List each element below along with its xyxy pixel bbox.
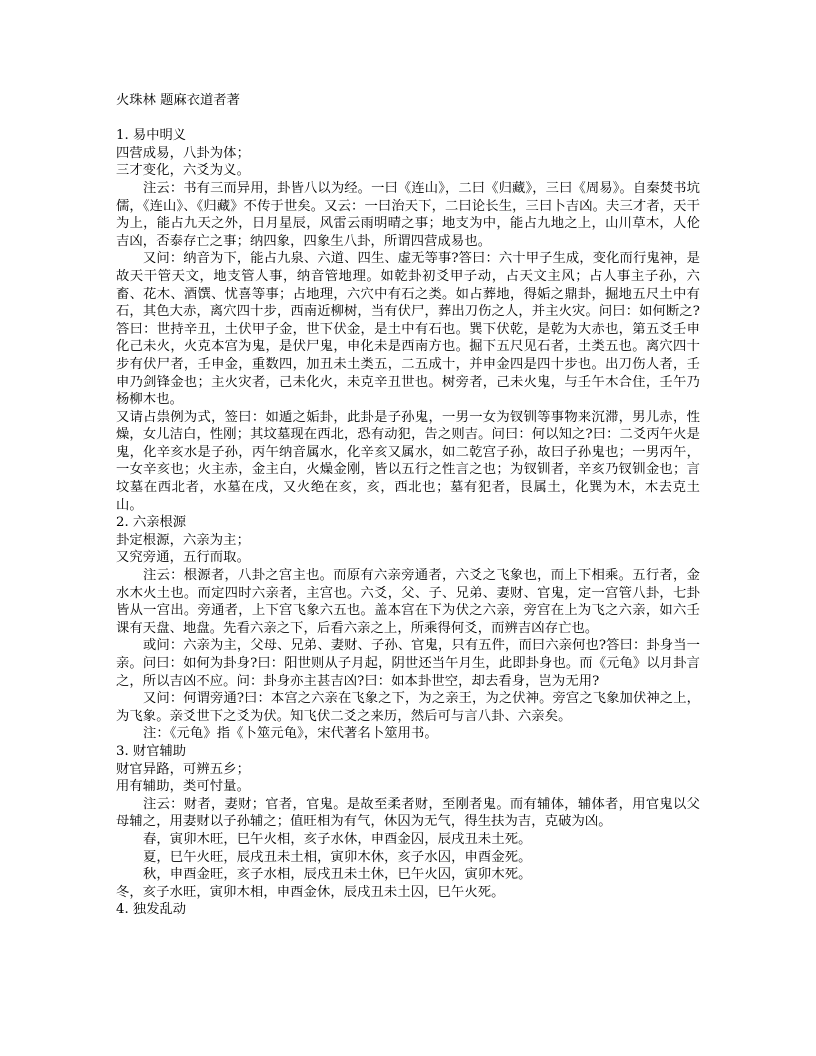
section-heading (116, 127, 700, 145)
body-paragraph: 又请占祟例为式，签曰：如遁之姤卦，此卦是子孙鬼，一男一女为钗钏等事物来沉滞，男儿赤，性燥，女儿洁白，性刚；其坟墓现在西北，恐有动犯，告之则吉。问曰：何以知之?曰：二爻丙午火是鬼，化辛亥水是子孙，丙午纳音属水，化辛亥又属水，如二乾宫子孙，故曰子孙鬼也；一男丙午，一女辛亥也；火主赤，金主白，火燥金刚，皆以五行之性言之也；为钗钏者，辛亥乃钗钏金也；言坟墓在西北者，水墓在戌，又火绝在亥，亥，西北也；墓有犯者，艮属土，化巽为木，木去克土山。 (116, 409, 700, 513)
note-paragraph: 注云：财者，妻财；官者，官鬼。是故至柔者财，至刚者鬼。而有辅体，辅体者，用官鬼以父母辅之，用妻财以子孙辅之；值旺相为有气，休囚为无气，得生扶为吉，克破为凶。 (116, 796, 700, 830)
document-body (116, 92, 700, 919)
verse-line: 又究旁通，五行而取。 (116, 550, 250, 566)
section-title: 财官辅助 (132, 743, 187, 759)
season-line-winter: 冬，亥子水旺，寅卯木相，申酉金休，辰戌丑未土囚，巳午火死。 (116, 884, 505, 900)
section-title: 独发乱动 (132, 902, 187, 918)
section-heading (116, 901, 700, 919)
section-heading (116, 514, 700, 532)
verse-line: 财官异路，可辨五乡； (116, 761, 250, 777)
verse-line: 用有辅助，类可忖量。 (116, 779, 250, 795)
section-number: 3. (116, 743, 129, 759)
season-line-autumn: 秋，申酉金旺，亥子水相，辰戌丑未土休，巳午火囚，寅卯木死。 (143, 867, 532, 883)
note-paragraph: 又问：纳音为下，能占九泉、六道、四生、虚无等事?答曰：六十甲子生成，变化而行鬼神，是故天干管天文，地支管人事，纳音管地理。如乾卦初爻甲子动，占天文主风；占人事主子孙，六畜、花木、酒馔、忧喜等事；占地理，六穴中有石之类。如占葬地，得姤之鼎卦，掘地五尺土中有石，其色大赤，离穴四十步，西南近柳树，当有伏尸，葬出刀伤之人，并主火灾。问曰：如何断之?答曰：世持辛丑，土伏甲子金，世下伏金，是土中有石也。巽下伏乾，是乾为大赤也，第五爻壬申化己未火，火克本宫为鬼，是伏尸鬼，申化未是西南方也。掘下五尺见石者，土类五也。离穴四十步有伏尸者，壬申金，重数四，加丑未土类五，二五成十，并申金四是四十步也。出刀伤人者，壬申乃剑锋金也；主火灾者，己未化火，未克辛丑世也。树旁者，己未火鬼，与壬午木合住，壬午乃杨柳木也。 (116, 251, 700, 408)
title-spacer (116, 110, 700, 128)
section-title: 易中明义 (132, 128, 187, 144)
note-paragraph: 注云：书有三而异用，卦皆八以为经。一曰《连山》，二曰《归藏》，三曰《周易》。自秦焚书坑儒，《连山》、《归藏》不传于世矣。又云：一曰治天下，二曰论长生，三曰卜吉凶。夫三才者，天干为上，能占九天之外，日月星辰，风雷云雨明晴之事；地支为中，能占九地之上，山川草木，人伦吉凶，否泰存亡之事；纳四象，四象生八卦，所谓四营成易也。 (116, 180, 700, 249)
editor-note: 注：《元龟》指《卜筮元龟》，宋代著名卜筮用书。 (143, 726, 438, 742)
verse-line: 卦定根源，六亲为主； (116, 532, 250, 548)
note-paragraph: 又问：何谓旁通?曰：本宫之六亲在飞象之下，为之亲王，为之伏神。旁宫之飞象加伏神之上，为飞象。亲爻世下之爻为伏。知飞伏二爻之来历，然后可与言八卦、六亲矣。 (116, 691, 700, 724)
season-line-summer: 夏，巳午火旺，辰戌丑未土相，寅卯木休，亥子水囚，申酉金死。 (143, 849, 532, 865)
verse-line: 四营成易，八卦为体； (116, 145, 250, 161)
note-paragraph: 注云：根源者，八卦之宫主也。而原有六亲旁通者，六爻之飞象也，而上下相乘。五行者，金水木火土也。而定四时六亲者，主宫也。六爻，父、子、兄弟、妻财、官鬼，定一宫管八卦，七卦皆从一宫出。旁通者，上下宫飞象六五也。盖本宫在下为伏之六亲，旁宫在上为飞之六亲，如六壬课有天盘、地盘。先看六亲之下，后看六亲之上，所乘得何爻，而辨吉凶存亡也。 (116, 568, 700, 636)
section-heading (116, 743, 700, 761)
verse-line: 三才变化，六爻为义。 (116, 163, 250, 179)
section-number: 4. (116, 902, 129, 918)
document-title: 火珠林 题麻衣道者著 (116, 93, 240, 108)
section-title: 六亲根源 (132, 515, 187, 531)
section-number: 1. (116, 128, 129, 144)
section-number: 2. (116, 515, 129, 531)
season-line-spring: 春，寅卯木旺，巳午火相，亥子水休，申酉金囚，辰戌丑未土死。 (143, 831, 532, 847)
note-paragraph: 或问：六亲为主，父母、兄弟、妻财、子孙、官鬼，只有五件，而曰六亲何也?答曰：卦身当一亲。问曰：如何为卦身?曰：阳世则从子月起，阴世还当午月生，此即卦身也。而《元龟》以月卦言之，所以吉凶不应。问：卦身亦主甚吉凶?曰：如本卦世空，却去看身，岂为无用? (116, 638, 700, 689)
